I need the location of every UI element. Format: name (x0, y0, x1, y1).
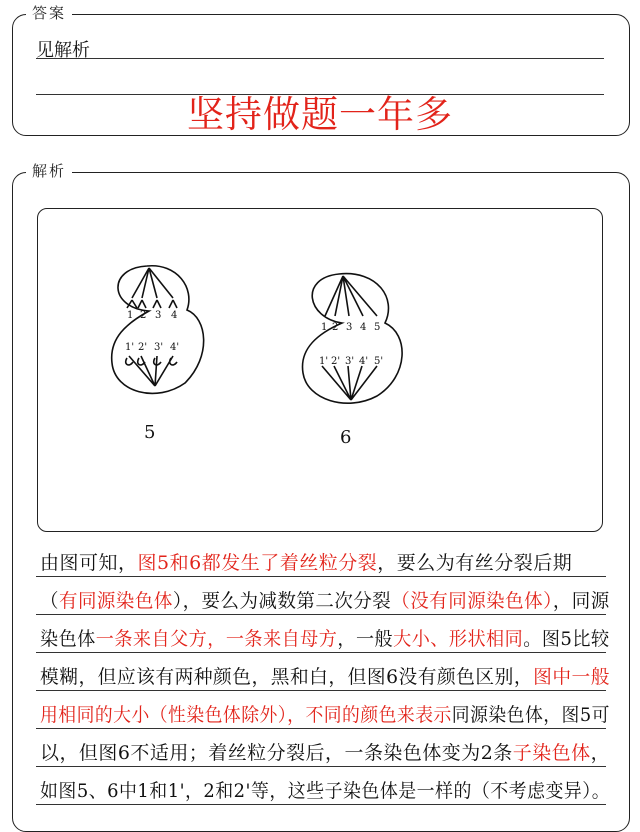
analysis-line (40, 662, 610, 689)
analysis-legend: 解析 (26, 160, 72, 181)
analysis-line (40, 776, 610, 803)
highlight-segment: （没有同源染色体） (391, 590, 553, 612)
svg-text:4': 4' (359, 356, 369, 367)
text-segment: ，要么为有丝分裂后期 (377, 552, 573, 574)
text-segment: 同源染色体，图5可 (451, 704, 610, 726)
analysis-line (40, 700, 610, 727)
text-segment: （ (40, 590, 59, 612)
svg-text:2: 2 (332, 322, 339, 333)
answer-rule-1 (36, 58, 604, 59)
text-segment: 染色体 (40, 628, 96, 650)
highlight-segment: 图中一般 (533, 666, 611, 688)
highlight-segment: 有同源染色体 (58, 590, 173, 612)
svg-text:1: 1 (127, 310, 134, 321)
svg-text:3: 3 (346, 322, 353, 333)
svg-text:3': 3' (345, 356, 355, 367)
text-segment: ，一般 (337, 628, 394, 650)
cell-division-figure (37, 208, 603, 532)
svg-text:2: 2 (140, 310, 147, 321)
svg-text:5': 5' (374, 356, 384, 367)
slogan-watermark: 坚持做题一年多 (187, 93, 453, 136)
answer-legend: 答案 (26, 2, 72, 23)
highlight-segment: 子染色体 (512, 742, 591, 764)
text-segment: ， (590, 742, 611, 764)
text-segment: 。图5比较 (523, 628, 610, 650)
cell-6-diagram (302, 274, 402, 404)
svg-text:1: 1 (321, 322, 328, 333)
analysis-line (40, 738, 610, 765)
analysis-rule (36, 576, 606, 577)
svg-text:4': 4' (170, 342, 180, 353)
svg-text:3: 3 (155, 310, 162, 321)
answer-text: 见解析 (36, 40, 90, 61)
svg-text:1': 1' (125, 342, 135, 353)
analysis-rule (36, 652, 606, 653)
svg-text:1': 1' (319, 356, 329, 367)
analysis-line (40, 624, 610, 651)
highlight-segment: 大小、形状相同 (393, 628, 524, 650)
cell-6-label: 6 (340, 427, 352, 448)
text-segment: 模糊，但应该有两种颜色，黑和白，但图6没有颜色区别， (40, 666, 534, 688)
text-segment: ，同源 (552, 590, 610, 612)
analysis-rule (36, 804, 606, 805)
text-segment: ），要么为减数第二次分裂 (172, 590, 392, 612)
figure-box (37, 208, 603, 532)
analysis-rule (36, 728, 606, 729)
cell-5-numbers (125, 310, 179, 353)
analysis-rule (36, 766, 606, 767)
analysis-line (40, 548, 572, 575)
analysis-rule (36, 614, 606, 615)
svg-text:2': 2' (138, 342, 148, 353)
highlight-segment: 用相同的大小（性染色体除外），不同的颜色来表示 (40, 704, 452, 726)
highlight-segment: 一条来自父方，一条来自母方 (95, 628, 338, 650)
analysis-rule (36, 690, 606, 691)
cell-5-diagram (112, 266, 204, 394)
svg-text:4: 4 (360, 322, 367, 333)
text-segment: 由图可知， (40, 552, 138, 574)
svg-text:2': 2' (331, 356, 341, 367)
highlight-segment: 图5和6都发生了着丝粒分裂 (137, 552, 378, 574)
cell-5-label: 5 (144, 422, 156, 443)
text-segment: 以，但图6不适用；着丝粒分裂后，一条染色体变为2条 (40, 742, 513, 764)
cell-6-numbers (319, 322, 383, 367)
svg-text:4: 4 (171, 310, 178, 321)
svg-text:3': 3' (154, 342, 164, 353)
svg-text:5: 5 (374, 322, 381, 333)
text-segment: 如图5、6中1和1'，2和2'等，这些子染色体是一样的（不考虑变异）。 (40, 780, 611, 802)
analysis-line (40, 586, 610, 613)
